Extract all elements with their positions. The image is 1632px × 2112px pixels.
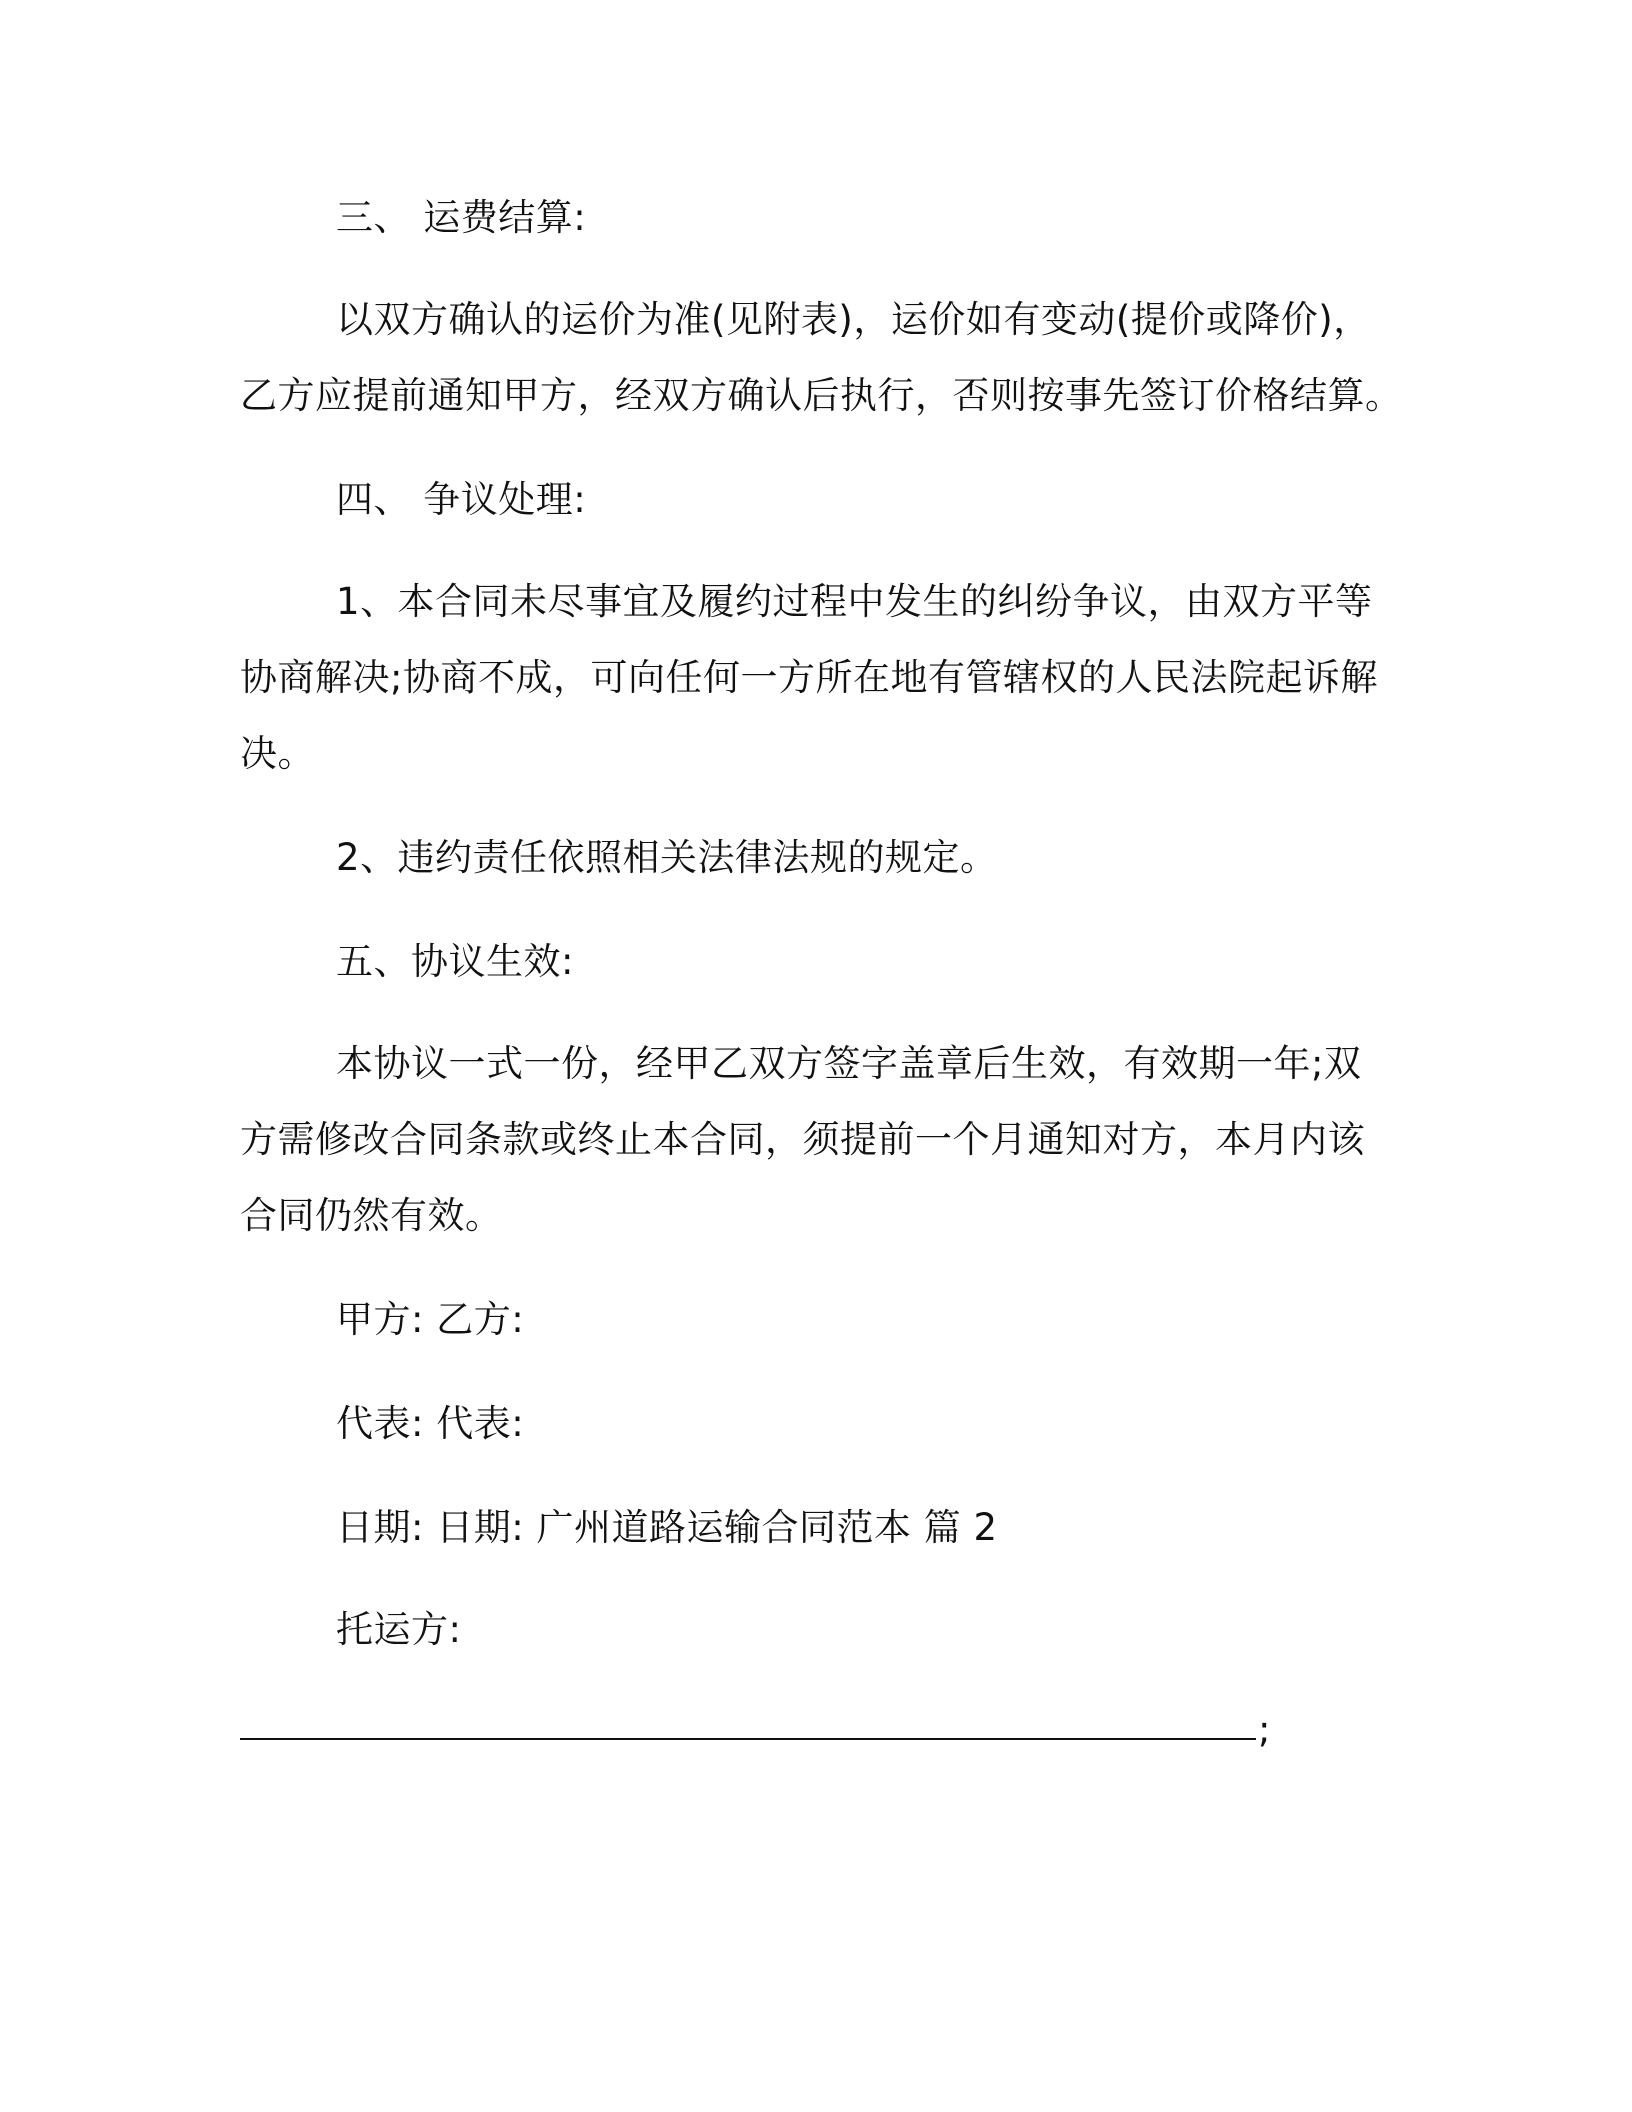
section-heading-dispute: 四、 争议处理:: [336, 478, 587, 521]
fill-in-blank-end: ;: [1258, 1708, 1271, 1751]
paragraph-line: 以双方确认的运价为准(见附表)，运价如有变动(提价或降价)，: [336, 298, 1371, 341]
paragraph-line: 决。: [240, 732, 315, 775]
section-heading-freight: 三、 运费结算:: [336, 196, 587, 239]
signature-representative-line: 代表: 代表:: [336, 1402, 525, 1445]
paragraph-line: 1、本合同未尽事宜及履约过程中发生的纠纷争议，由双方平等: [336, 580, 1373, 623]
signature-date-line: 日期: 日期: 广州道路运输合同范本 篇 2: [336, 1506, 998, 1549]
paragraph-line: 协商解决;协商不成，可向任何一方所在地有管辖权的人民法院起诉解: [240, 656, 1378, 699]
paragraph-line: 乙方应提前通知甲方，经双方确认后执行，否则按事先签订价格结算。: [240, 374, 1403, 417]
paragraph-line: 本协议一式一份，经甲乙双方签字盖章后生效，有效期一年;双: [336, 1042, 1362, 1085]
fill-in-blank-rule: [240, 1738, 1256, 1740]
signature-party-line: 甲方: 乙方:: [336, 1298, 525, 1341]
shipper-label: 托运方:: [336, 1608, 462, 1651]
paragraph-line: 方需修改合同条款或终止本合同，须提前一个月通知对方，本月内该: [240, 1118, 1365, 1161]
paragraph-line: 合同仍然有效。: [240, 1194, 503, 1237]
paragraph-line: 2、违约责任依照相关法律法规的规定。: [336, 836, 998, 879]
section-heading-effect: 五、协议生效:: [336, 940, 574, 983]
